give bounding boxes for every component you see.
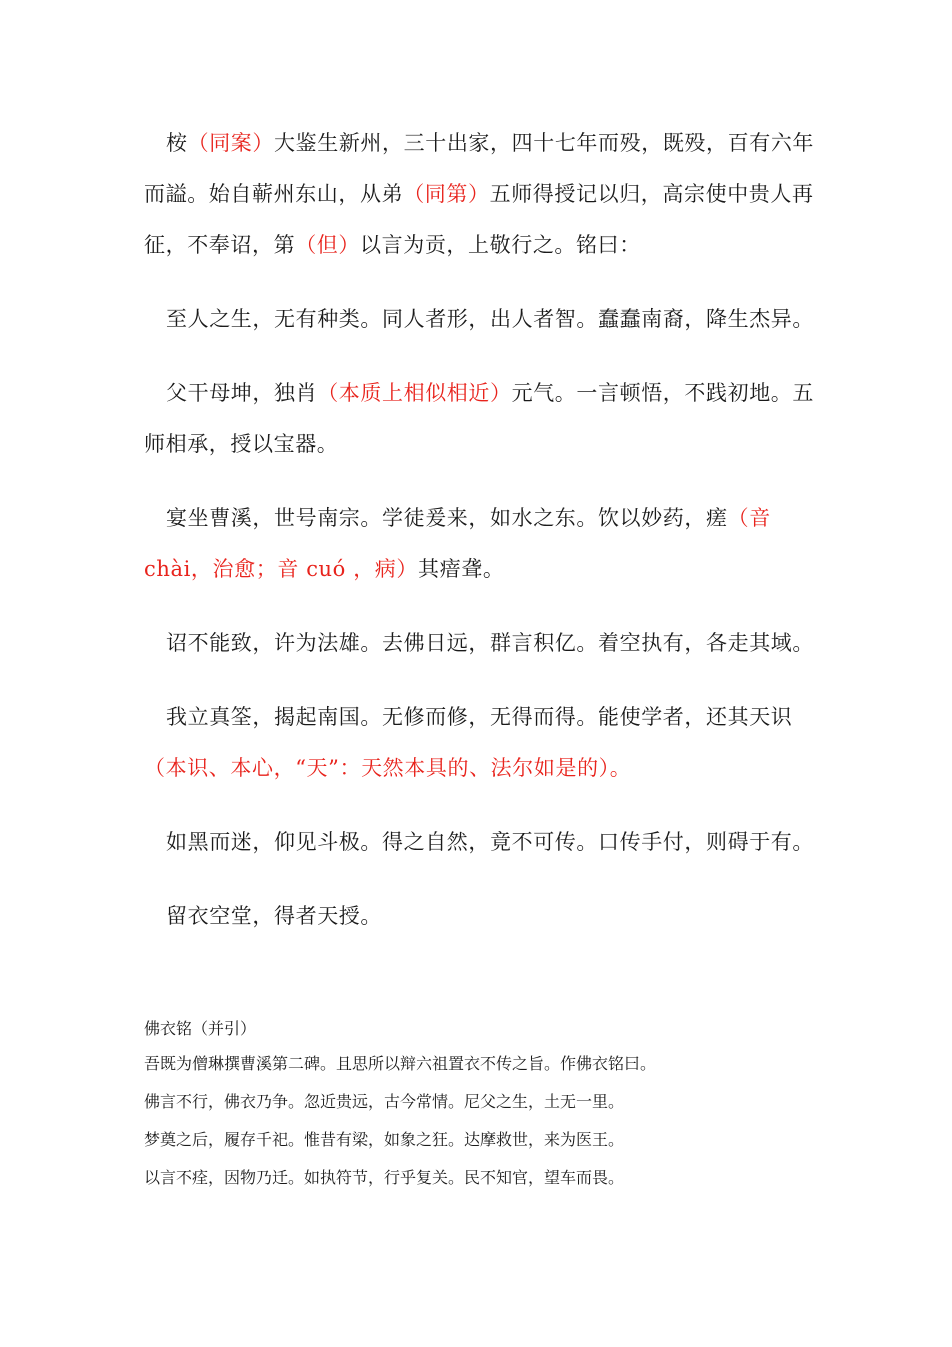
paragraph-verse-4 [144, 618, 814, 669]
text-segment: 留衣空堂，得者天授。 [166, 904, 382, 928]
paragraph-verse-7 [144, 891, 814, 942]
section-line: 吾既为僧琳撰曹溪第二碑。且思所以辩六祖置衣不传之旨。作佛衣铭曰。 [144, 1054, 657, 1073]
section-title: 佛衣铭（并引） [144, 1019, 257, 1038]
annotation-note: （同第） [403, 182, 490, 206]
text-segment: 如黑而迷，仰见斗极。得之自然，竟不可传。口传手付，则碍于有。 [166, 830, 814, 854]
text-segment: 诏不能致，许为法雄。去佛日远，群言积亿。着空执有，各走其域。 [166, 631, 814, 655]
text-segment: 元气。一言顿悟，不践初地。五师相承，授以宝器。 [144, 381, 815, 456]
text-segment: 其瘖聋。 [418, 557, 505, 581]
annotation-note: （同案） [187, 131, 275, 155]
text-segment: 至人之生，无有种类。同人者形，出人者智。蠢蠢南裔，降生杰异。 [166, 307, 814, 331]
annotation-note: （本识、本心，“天”：天然本具的、法尔如是的）。 [144, 756, 632, 780]
paragraph-verse-3 [144, 493, 814, 595]
paragraph-intro [144, 118, 814, 271]
text-segment: 以言为贡，上敬行之。铭曰： [360, 233, 641, 257]
text-segment: 大鉴生新州，三十出家，四十七年而殁，既殁，百有六年而謚。始自蕲州东山，从弟 [144, 131, 815, 206]
paragraph-verse-5 [144, 692, 814, 794]
annotation-note: （音chài，治愈；音 cuó ，病） [144, 506, 771, 581]
paragraph-verse-1 [144, 294, 814, 345]
section-line: 以言不痊，因物乃迁。如执符节，行乎复关。民不知官，望车而畏。 [144, 1168, 625, 1187]
paragraph-verse-2 [144, 368, 814, 470]
text-segment: 父干母坤，独肖 [166, 381, 318, 405]
text-segment: 宴坐曹溪，世号南宗。学徒爰来，如水之东。饮以妙药，瘥 [166, 506, 728, 530]
annotation-note: （但） [295, 233, 361, 257]
text-segment: 五师得授记以归，高宗使中贵人再征，不奉诏，第 [144, 182, 814, 257]
main-text-block [144, 118, 814, 965]
text-segment: 桉 [166, 131, 188, 155]
section-line: 佛言不行，佛衣乃争。忽近贵远，古今常情。尼父之生，土无一里。 [144, 1092, 625, 1111]
section-line: 梦奠之后，履存千祀。惟昔有梁，如象之狂。达摩救世，来为医王。 [144, 1130, 625, 1149]
secondary-text-block [144, 1012, 824, 1186]
text-segment: 我立真筌，揭起南国。无修而修，无得而得。能使学者，还其天识 [166, 705, 793, 729]
paragraph-verse-6 [144, 817, 814, 868]
annotation-note: （本质上相似相近） [317, 381, 512, 405]
